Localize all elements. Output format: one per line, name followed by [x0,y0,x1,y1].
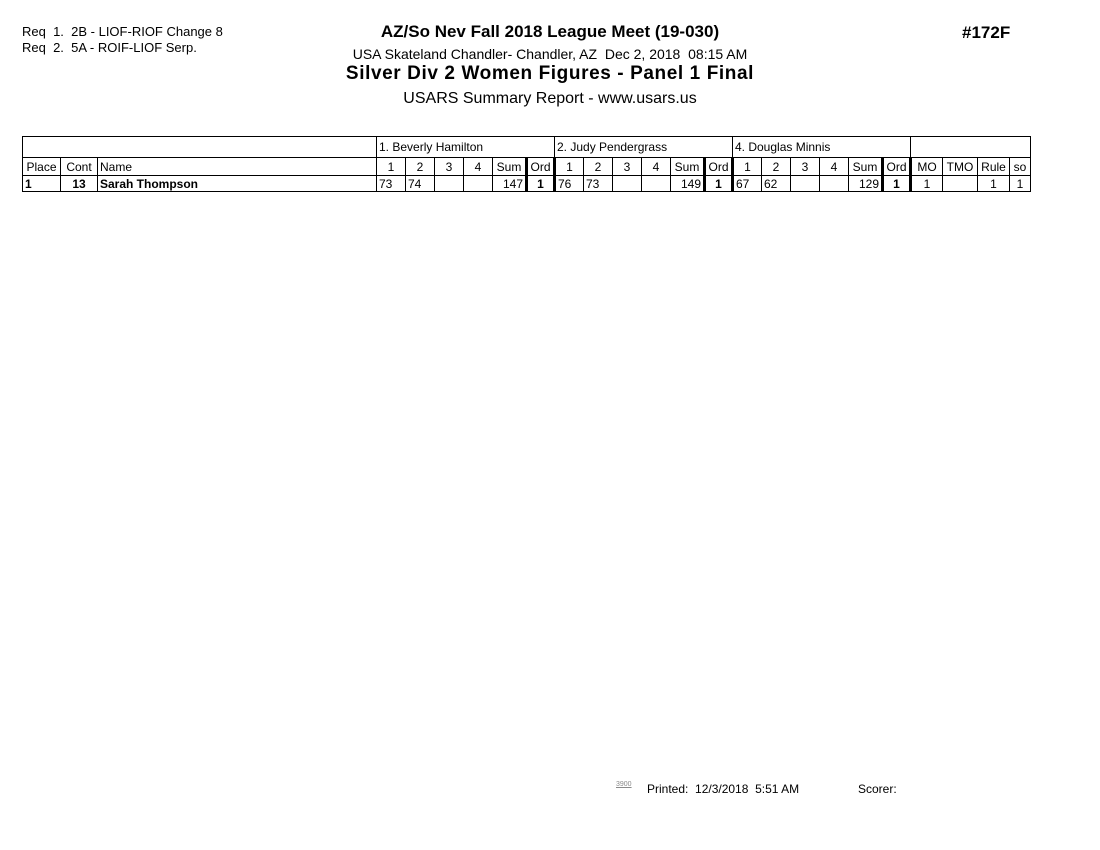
contestant-number: 13 [61,176,98,192]
col-header-so: so [1010,158,1031,176]
j3-sum-score: 129 [849,176,883,192]
j2-ordinal: 1 [705,176,733,192]
col-header-j2-t3: 3 [613,158,642,176]
results-table [22,136,1031,192]
col-header-j3-t2: 2 [762,158,791,176]
judge-row-spacer-left [23,137,377,158]
col-header-name: Name [98,158,377,176]
col-header-mo: MO [911,158,943,176]
col-header-tmo: TMO [943,158,978,176]
judge-names-row [23,137,1031,158]
j1-ordinal: 1 [527,176,555,192]
j1-trial3-score [435,176,464,192]
judge-2-name: 2. Judy Pendergrass [555,137,733,158]
col-header-j3-t1: 1 [733,158,762,176]
col-header-j3-sum: Sum [849,158,883,176]
rule-value: 1 [978,176,1010,192]
j1-trial2-score: 74 [406,176,435,192]
j2-sum-score: 149 [671,176,705,192]
j2-trial1-score: 76 [555,176,584,192]
skater-name: Sarah Thompson [98,176,377,192]
judge-1-name: 1. Beverly Hamilton [377,137,555,158]
column-header-row [23,158,1031,176]
requirement-2: Req 2. 5A - ROIF-LIOF Serp. [22,40,197,55]
printed-timestamp: Printed: 12/3/2018 5:51 AM [647,782,800,796]
col-header-j3-t4: 4 [820,158,849,176]
col-header-place: Place [23,158,61,176]
j3-trial2-score: 62 [762,176,791,192]
col-header-j3-t3: 3 [791,158,820,176]
event-number: #172F [962,23,1011,42]
col-header-j1-ord: Ord [527,158,555,176]
tmo-value [943,176,978,192]
j2-trial4-score [642,176,671,192]
col-header-j2-sum: Sum [671,158,705,176]
result-row [23,176,1031,192]
col-header-j1-sum: Sum [493,158,527,176]
col-header-j2-ord: Ord [705,158,733,176]
col-header-rule: Rule [978,158,1010,176]
col-header-j1-t2: 2 [406,158,435,176]
venue-date-line: USA Skateland Chandler- Chandler, AZ Dec 2, 2018 08:15 AM [352,46,748,62]
j1-trial4-score [464,176,493,192]
j2-trial2-score: 73 [584,176,613,192]
so-value: 1 [1010,176,1031,192]
col-header-j1-t3: 3 [435,158,464,176]
judge-row-spacer-right [911,137,1031,158]
form-code: 3900 [616,781,632,788]
j1-trial1-score: 73 [377,176,406,192]
col-header-j1-t4: 4 [464,158,493,176]
j3-trial1-score: 67 [733,176,762,192]
j1-sum-score: 147 [493,176,527,192]
col-header-j2-t1: 1 [555,158,584,176]
place-value: 1 [23,176,61,192]
col-header-j2-t4: 4 [642,158,671,176]
j3-trial4-score [820,176,849,192]
j3-ordinal: 1 [883,176,911,192]
report-type-line: USARS Summary Report - www.usars.us [403,90,697,107]
meet-title: AZ/So Nev Fall 2018 League Meet (19-030) [380,22,720,41]
event-title: Silver Div 2 Women Figures - Panel 1 Final [345,63,755,84]
requirement-1: Req 1. 2B - LIOF-RIOF Change 8 [22,24,223,39]
mo-value: 1 [911,176,943,192]
judge-3-name: 4. Douglas Minnis [733,137,911,158]
col-header-cont: Cont [61,158,98,176]
scorer-label: Scorer: [858,782,897,796]
col-header-j2-t2: 2 [584,158,613,176]
col-header-j1-t1: 1 [377,158,406,176]
col-header-j3-ord: Ord [883,158,911,176]
j3-trial3-score [791,176,820,192]
j2-trial3-score [613,176,642,192]
